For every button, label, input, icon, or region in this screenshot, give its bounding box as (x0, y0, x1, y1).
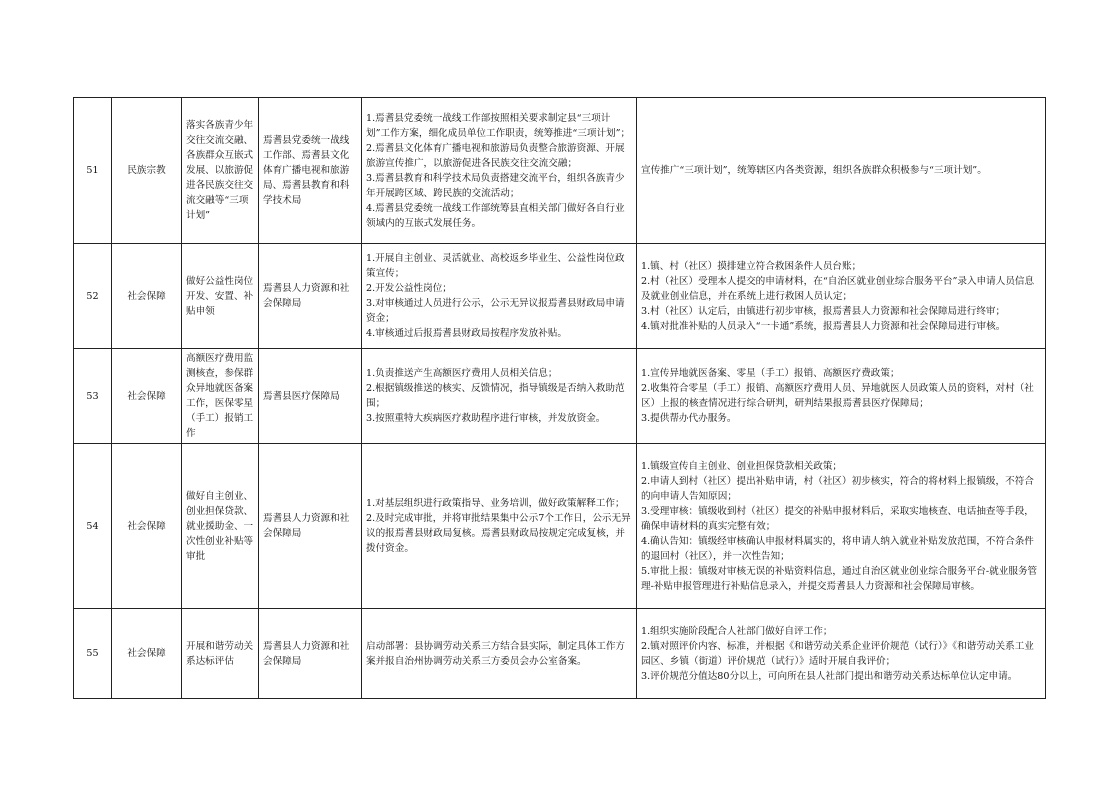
township-duties-cell (637, 244, 1046, 349)
category-cell: 社会保障 (112, 349, 182, 444)
department-cell: 焉耆县人力资源和社会保障局 (259, 609, 362, 699)
county-duties-cell (362, 98, 637, 244)
responsibility-table (73, 97, 1046, 699)
duty-item: 3.按照重特大疾病医疗救助程序进行审核，并发放资金。 (366, 413, 606, 424)
department-cell: 焉耆县党委统一战线工作部、焉耆县文化体育广播电视和旅游局、焉耆县教育和科学技术局 (259, 98, 362, 244)
duty-item: 4.焉耆县党委统一战线工作部统筹县直相关部门做好各自行业领域内的互嵌式发展任务。 (366, 202, 625, 229)
duty-item: 3.受理审核：镇级收到村（社区）提交的补贴申报材料后，采取实地核查、电话抽查等手段，确保申请材料的真实完整有效； (641, 505, 1034, 532)
duty-item: 2.开发公益性岗位； (366, 283, 452, 294)
task-cell: 高额医疗费用监测核查，参保群众异地就医备案工作，医保零星（手工）报销工作 (182, 349, 259, 444)
duty-item: 1.负责推送产生高额医疗费用人员相关信息； (366, 368, 558, 379)
task-cell: 做好公益性岗位开发、安置、补贴申领 (182, 244, 259, 349)
duty-item: 2.收集符合零星（手工）报销、高额医疗费用人员、异地就医人员政策人员的资料，对村（社区）上报的核查情况进行综合研判，研判结果报焉耆县医疗保障局； (641, 383, 1034, 409)
county-duties-cell (362, 349, 637, 444)
township-duties-cell (637, 609, 1046, 699)
department-cell: 焉耆县人力资源和社会保障局 (259, 244, 362, 349)
duty-item: 2.镇对照评价内容、标准，并根据《和谐劳动关系企业评价规范（试行）》《和谐劳动关系工业园区、乡镇（街道）评价规范（试行）》适时开展自我评价； (641, 640, 1034, 667)
duty-item: 4.确认告知：镇级经审核确认申报材料属实的，将申请人纳入就业补贴发放范围，不符合条件的退回村（社区），并一次性告知； (641, 535, 1034, 562)
duty-item: 3.焉耆县教育和科学技术局负责搭建交流平台，组织各族青少年开展跨区域、跨民族的交流活动； (366, 172, 625, 199)
county-duties-cell (362, 444, 637, 609)
table-row (74, 349, 1046, 444)
duty-item: 1.镇、村（社区）摸排建立符合救困条件人员台账； (641, 260, 862, 272)
department-cell: 焉耆县人力资源和社会保障局 (259, 444, 362, 609)
department-cell: 焉耆县医疗保障局 (259, 349, 362, 444)
township-duties-cell (637, 98, 1046, 244)
duty-item: 5.审批上报：镇级对审核无误的补贴资料信息，通过自治区就业创业综合服务平台-就业服务管理-补贴申报管理进行补贴信息录入，并提交焉耆县人力资源和社会保障局审核。 (641, 565, 1038, 592)
duty-item: 启动部署：县协调劳动关系三方结合县实际，制定具体工作方案并报自治州协调劳动关系三方委员会办公室备案。 (366, 640, 626, 667)
row-number: 52 (74, 244, 112, 349)
table-row (74, 444, 1046, 609)
township-duties-cell (637, 349, 1046, 444)
county-duties-cell (362, 244, 637, 349)
duty-item: 1.镇级宣传自主创业、创业担保贷款相关政策； (641, 460, 843, 472)
row-number: 51 (74, 98, 112, 244)
duty-item: 3.村（社区）认定后，由镇进行初步审核，报焉耆县人力资源和社会保障局进行终审； (641, 305, 1006, 317)
duty-item: 2.申请人到村（社区）提出补贴申请，村（社区）初步核实，符合的将材料上报镇级，不符合的向申请人告知原因； (641, 475, 1034, 502)
county-duties-cell (362, 609, 637, 699)
task-cell: 做好自主创业、创业担保贷款、就业援助金、一次性创业补贴等审批 (182, 444, 259, 609)
duty-item: 3.提供帮办代办服务。 (641, 413, 737, 424)
duty-item: 1.焉耆县党委统一战线工作部按照相关要求制定县“三项计划”工作方案，细化成员单位工作职责，统筹推进“三项计划”； (366, 112, 631, 139)
duty-item: 宣传推广“三项计划”，统筹辖区内各类资源，组织各族群众积极参与“三项计划”。 (641, 165, 987, 176)
table-row (74, 609, 1046, 699)
table-row (74, 244, 1046, 349)
duty-item: 1.组织实施阶段配合人社部门做好自评工作； (641, 625, 833, 637)
row-number: 53 (74, 349, 112, 444)
duty-item: 1.开展自主创业、灵活就业、高校返乡毕业生、公益性岗位政策宣传； (366, 253, 625, 279)
category-cell: 社会保障 (112, 609, 182, 699)
duty-item: 4.镇对批准补贴的人员录入“一卡通”系统，报焉耆县人力资源和社会保障局进行审核。 (641, 320, 1006, 332)
duty-item: 2.焉耆县文化体育广播电视和旅游局负责整合旅游资源、开展旅游宣传推广，以旅游促进各民族交往交流交融； (366, 142, 625, 169)
duty-item: 2.根据镇级推送的核实、反馈情况，指导镇级是否纳入救助范围； (366, 383, 625, 409)
table-row (74, 98, 1046, 244)
task-cell: 落实各族青少年交往交流交融、各族群众互嵌式发展、以旅游促进各民族交往交流交融等“三项计划” (182, 98, 259, 244)
category-cell: 社会保障 (112, 244, 182, 349)
duty-item: 3.对审核通过人员进行公示，公示无异议报焉耆县财政局申请资金； (366, 298, 625, 324)
duty-item: 4.审核通过后报焉耆县财政局按程序发放补贴。 (366, 328, 568, 339)
duty-item: 2.及时完成审批，并将审批结果集中公示7个工作日，公示无异议的报焉耆县财政局复核。焉耆县财政局按规定完成复核，并拨付资金。 (366, 513, 631, 554)
duty-item: 3.评价规范分值达80分以上，可向所在县人社部门提出和谐劳动关系达标单位认定申请。 (641, 670, 1018, 682)
duty-item: 1.宣传异地就医备案、零星（手工）报销、高额医疗费政策； (641, 368, 900, 379)
task-cell: 开展和谐劳动关系达标评估 (182, 609, 259, 699)
category-cell: 民族宗教 (112, 98, 182, 244)
duty-item: 1.对基层组织进行政策指导、业务培训，做好政策解释工作； (366, 498, 625, 509)
township-duties-cell (637, 444, 1046, 609)
row-number: 54 (74, 444, 112, 609)
category-cell: 社会保障 (112, 444, 182, 609)
duty-item: 2.村（社区）受理本人提交的申请材料，在“自治区就业创业综合服务平台”录入申请人员信息及就业创业信息，并在系统上进行救困人员认定； (641, 275, 1035, 302)
row-number: 55 (74, 609, 112, 699)
